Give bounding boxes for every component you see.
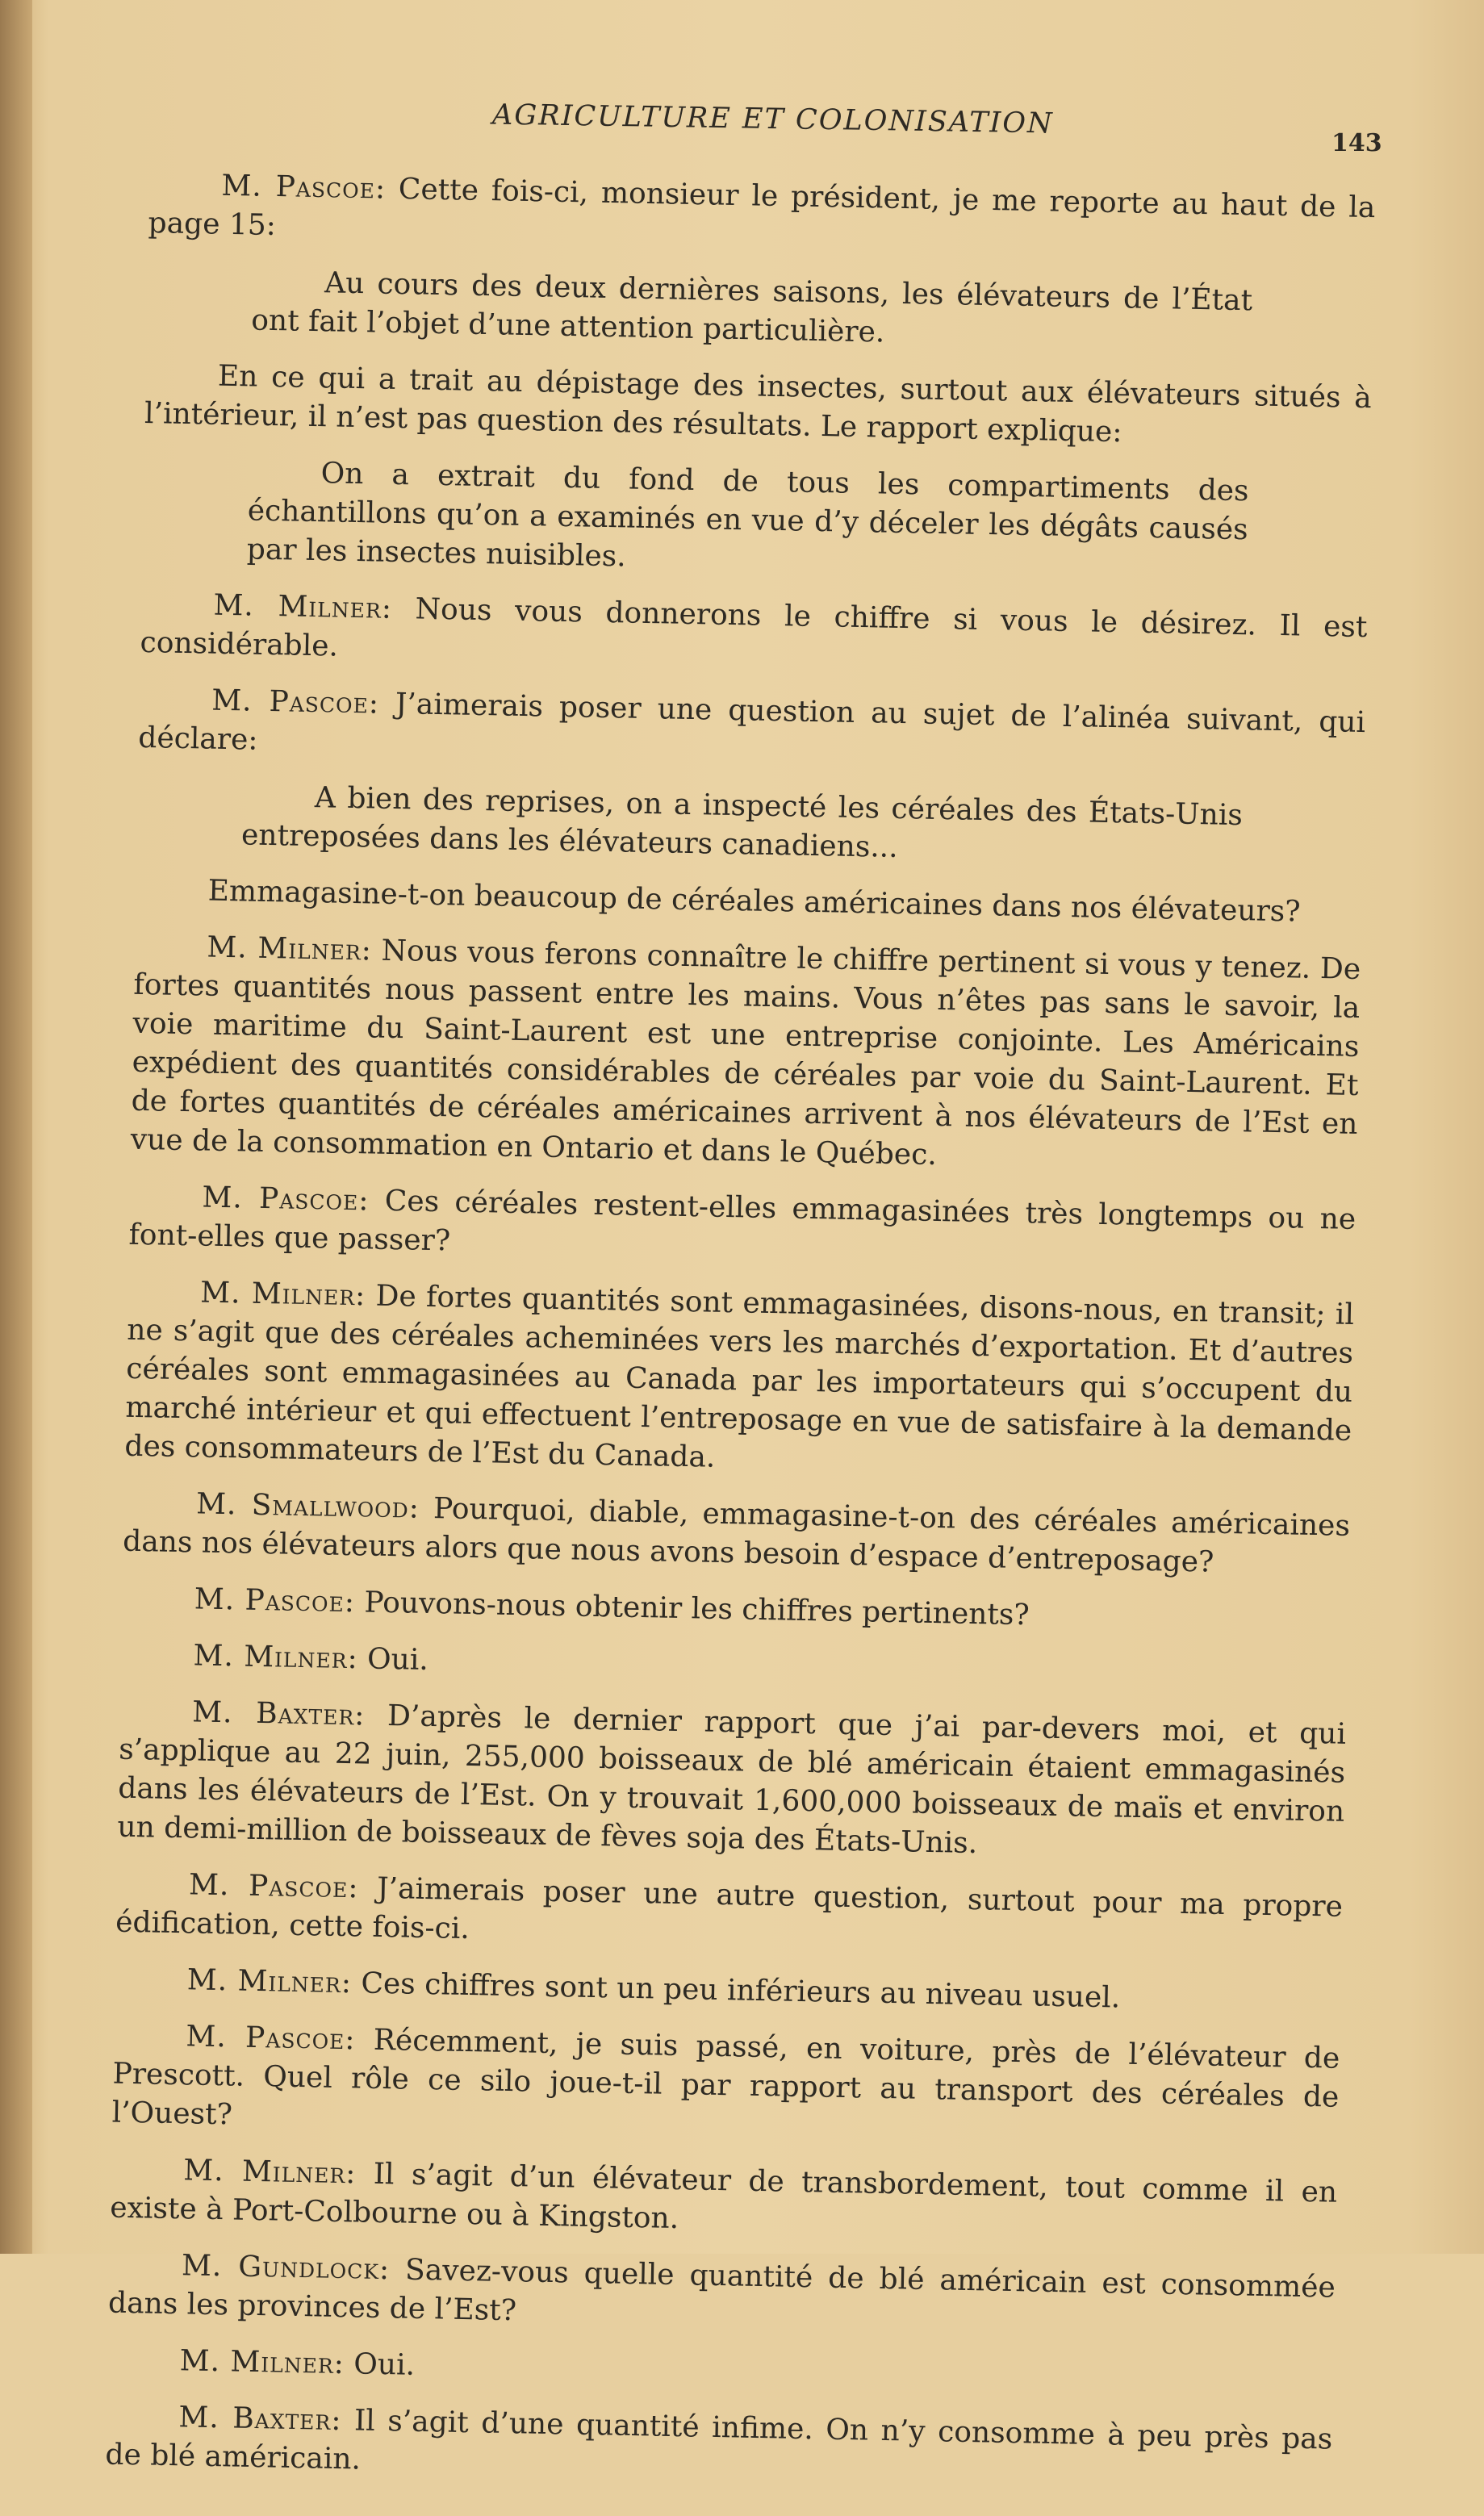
speaker-name: M. Milner: xyxy=(207,930,373,968)
speaker-name: M. Milner: xyxy=(179,2344,345,2381)
paragraph-text: Pourquoi, diable, emmagasine-t-on des céréales américaines dans nos élévateurs alors que nous avons besoin d’espace d’entreposage? xyxy=(122,1491,1351,1579)
paragraph-text: Oui. xyxy=(344,2347,416,2382)
paragraph xyxy=(121,1579,1348,1641)
speaker-name: M. Baxter: xyxy=(178,2401,342,2438)
paragraph-text: Nous vous donnerons le chiffre si vous le désirez. Il est considérable. xyxy=(140,591,1368,663)
speaker-name: M. Pascoe: xyxy=(202,1181,370,1218)
paragraph xyxy=(108,2246,1336,2347)
paragraph-text: D’après le dernier rapport que j’ai par-devers moi, et qui s’applique au 22 juin, 255,000 boisseaux de blé américain étaient emmagasinés dans les élévateurs de l’Est. On y trouvait 1,600,000 boisseaux de maïs et environ un demi-million de boisseaux de fèves soja des États-Unis. xyxy=(117,1699,1347,1861)
paragraph-text: Récemment, je suis passé, en voiture, près de l’élévateur de Prescott. Quel rôle ce silo joue-t-il par rapport au transport des céréales de l’Ouest? xyxy=(111,2023,1340,2132)
paragraph-text: Cette fois-ci, monsieur le président, je me reporte au haut de la page 15: xyxy=(148,172,1376,243)
speaker-name: M. Pascoe: xyxy=(211,683,380,721)
paragraph-text: Il s’agit d’un élévateur de transbordement, tout comme il en existe à Port-Colbourne ou à Kingston. xyxy=(110,2157,1338,2236)
paragraph xyxy=(110,2150,1338,2251)
speaker-name: M. Baxter: xyxy=(191,1695,366,1732)
speaker-name: M. Milner: xyxy=(193,1639,359,1676)
body-text xyxy=(105,165,1376,2516)
speaker-name: M. Milner: xyxy=(213,588,393,625)
speaker-name: M. Pascoe: xyxy=(221,169,387,206)
paragraph-text: Pouvons-nous obtenir les chiffres pertinents? xyxy=(354,1586,1030,1632)
paragraph-text: Nous vous ferons connaître le chiffre pertinent si vous y tenez. De fortes quantités nous passent entre les mains. Vous n’êtes pas sans le savoir, la voie maritime du Saint-Laurent est une entreprise conjointe. Les Américains expédient des quantités considérables de céréales par voie du Saint-Laurent. Et de fortes quantités de céréales américaines arrivent à nos élévateurs de l’Est en vue de la consommation en Ontario et dans le Québec. xyxy=(130,934,1361,1172)
paragraph-text: J’aimerais poser une autre question, surtout pour ma propre édification, cette fois-ci. xyxy=(115,1871,1344,1946)
paragraph xyxy=(117,1692,1346,1870)
page-number: 143 xyxy=(1331,129,1382,157)
quoted-passage: Au cours des deux dernières saisons, les élévateurs de l’État ont fait l’objet d’une attention particulière. xyxy=(250,266,1253,349)
speaker-name: M. Pascoe: xyxy=(188,1868,359,1905)
paragraph xyxy=(107,2341,1334,2403)
paragraph xyxy=(105,2397,1333,2497)
paragraph xyxy=(115,1865,1344,1966)
paragraph: En ce qui a trait au dépistage des insectes, surtout aux élévateurs situés à l’intérieur, il n’est pas question des résultats. Le rapport explique: xyxy=(144,359,1373,449)
paragraph-text: Ces chiffres sont un peu inférieurs au niveau usuel. xyxy=(351,1966,1121,2015)
paragraph xyxy=(140,585,1368,686)
speaker-name: M. Smallwood: xyxy=(195,1487,420,1525)
paragraph xyxy=(128,1177,1357,1278)
binding-gutter xyxy=(0,0,32,2254)
paragraph xyxy=(148,165,1376,266)
paragraph xyxy=(114,1960,1341,2022)
paragraph-text: Il s’agit d’une quantité infime. On n’y consomme à peu près pas de blé américain. xyxy=(105,2404,1333,2476)
paragraph-text: Oui. xyxy=(357,1642,429,1677)
speaker-name: M. Milner: xyxy=(182,2154,357,2191)
running-header: AGRICULTURE ET COLONISATION xyxy=(491,98,1054,140)
speaker-name: M. Milner: xyxy=(199,1276,366,1313)
speaker-name: M. Pascoe: xyxy=(186,2020,356,2057)
paragraph-text: J’aimerais poser une question au sujet de l’alinéa suivant, qui déclare: xyxy=(137,687,1366,757)
paragraph-text: Savez-vous quelle quantité de blé américain est consommée dans les provinces de l’Est? xyxy=(107,2253,1336,2328)
paragraph xyxy=(124,1273,1354,1490)
speaker-name: M. Milner: xyxy=(186,1963,353,2000)
paragraph xyxy=(111,2017,1340,2156)
paragraph xyxy=(123,1484,1351,1585)
paragraph-text: Ces céréales restent-elles emmagasinées très longtemps ou ne font-elles que passer? xyxy=(128,1184,1357,1258)
paragraph xyxy=(138,680,1366,781)
paragraph xyxy=(130,927,1361,1183)
paragraph: Emmagasine-t-on beaucoup de céréales américaines dans nos élévateurs? xyxy=(207,874,1301,929)
speaker-name: M. Pascoe: xyxy=(194,1582,356,1620)
quoted-passage: On a extrait du fond de tous les compartiments des échantillons qu’on a examinés en vue d’y déceler les dégâts causés par les insectes nuisibles. xyxy=(246,457,1249,574)
paragraph-text: De fortes quantités sont emmagasinées, disons-nous, en transit; il ne s’agit que des céréales acheminées vers les marchés d’exportation. Et d’autres céréales sont emmagasinées au Canada par les importateurs qui s’occupent du marché intérieur et qui effectuent l’entreposage en vue de satisfaire à la demande des consommateurs de l’Est du Canada. xyxy=(124,1279,1355,1474)
paragraph xyxy=(120,1636,1348,1698)
speaker-name: M. Gundlock: xyxy=(181,2249,391,2287)
quoted-passage: A bien des reprises, on a inspecté les céréales des États-Unis entreposées dans les élévateurs canadiens... xyxy=(240,781,1244,864)
